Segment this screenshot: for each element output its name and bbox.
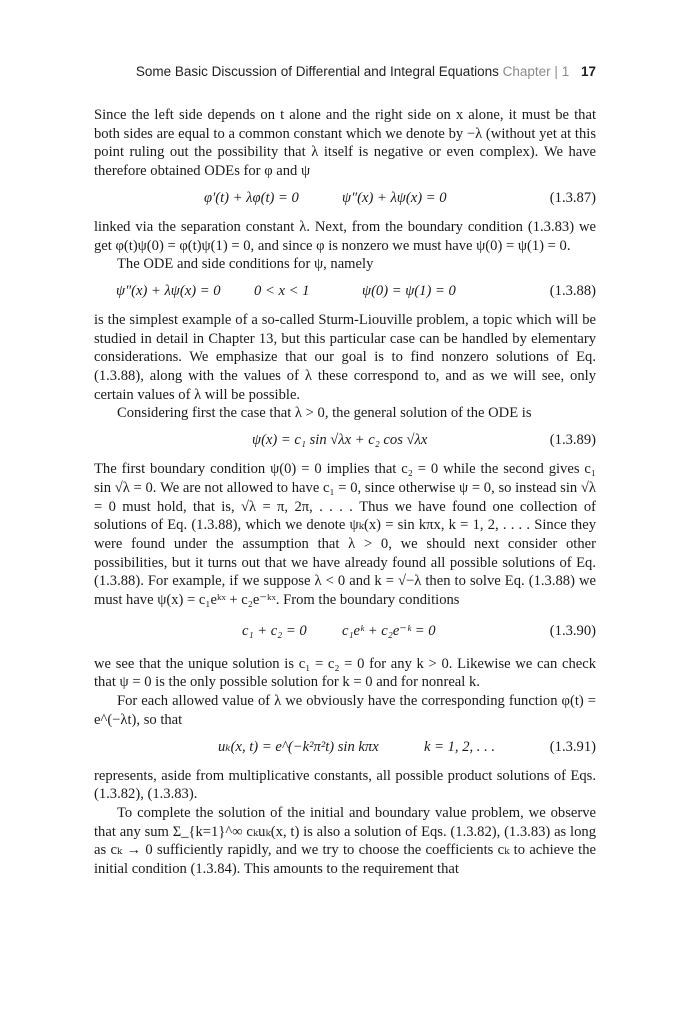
equation-1-3-90 <box>94 622 596 643</box>
header-separator: | <box>554 64 558 79</box>
chapter-label: Chapter <box>502 64 551 79</box>
equation-psi-ode: ψ″(x) + λψ(x) = 0 <box>116 282 221 299</box>
equation-domain: 0 < x < 1 <box>254 282 310 299</box>
running-title: Some Basic Discussion of Differential and Integral Equations <box>135 64 499 79</box>
equation-boundary: ψ(0) = ψ(1) = 0 <box>362 282 456 299</box>
page-number: 17 <box>580 64 596 79</box>
paragraph-separation: Since the left side depends on t alone and the right side on x alone, it must be that both sides are equal to a common constant which we denote by −λ (without yet at this point ruling out the possibility that λ itself is negative or even complex). We have therefore obtained ODEs for φ and ψ <box>94 107 596 180</box>
paragraph-lambda-positive: Considering first the case that λ > 0, the general solution of the ODE is <box>117 405 532 422</box>
paragraph-product-solutions: represents, aside from multiplicative constants, all possible product solutions of Eqs. (1.3.82), (1.3.83). <box>94 767 596 803</box>
equation-1-3-88 <box>94 282 596 303</box>
equation-bc-exp: c₁eᵏ + c₂e⁻ᵏ = 0 <box>342 622 436 639</box>
equation-general-solution: ψ(x) = c₁ sin √λx + c₂ cos √λx <box>252 432 428 449</box>
page-body <box>94 106 596 879</box>
equation-index-range: k = 1, 2, . . . <box>424 738 496 755</box>
equation-number: (1.3.89) <box>549 432 596 449</box>
equation-bc-sum: c₁ + c₂ = 0 <box>242 622 307 639</box>
equation-number: (1.3.87) <box>549 189 596 206</box>
paragraph-side-conditions: The ODE and side conditions for ψ, namely <box>117 256 374 273</box>
equation-1-3-87 <box>94 189 596 210</box>
paragraph-allowed-lambda: For each allowed value of λ we obviously have the corresponding function φ(t) = e^(−λt), so that <box>94 693 596 728</box>
equation-number: (1.3.88) <box>549 282 596 299</box>
paragraph-unique-solution: we see that the unique solution is c₁ = c₂ = 0 for any k > 0. Likewise we can check that ψ = 0 is the only possible solution for k = 0 and for nonreal k. <box>94 655 596 691</box>
chapter-number: 1 <box>561 64 570 79</box>
running-header <box>0 64 596 79</box>
equation-1-3-89 <box>94 431 596 452</box>
paragraph-complete-solution: To complete the solution of the initial and boundary value problem, we observe that any sum Σ_{k=1}^∞ cₖuₖ(x, t) is also a solution of Eqs. (1.3.82), (1.3.83) as long as cₖ → 0 sufficiently rapidly, and we try to choose the coefficients cₖ to achieve the initial condition (1.3.84). This amounts to the requirement that <box>94 804 596 878</box>
equation-number: (1.3.90) <box>549 622 596 639</box>
equation-phi-ode: φ′(t) + λφ(t) = 0 <box>204 189 299 206</box>
equation-psi-ode: ψ″(x) + λψ(x) = 0 <box>342 189 447 206</box>
paragraph-sturm-liouville: is the simplest example of a so-called Sturm-Liouville problem, a topic which will be studied in detail in Chapter 13, but this particular case can be handled by elementary considerations. We emphasize that our goal is to find nonzero solutions of Eq. (1.3.88), along with the values of λ these correspond to, and as we will see, only certain values of λ will be possible. <box>94 311 596 403</box>
equation-product-solution: uₖ(x, t) = e^(−k²π²t) sin kπx <box>218 738 379 755</box>
equation-1-3-91 <box>94 738 596 759</box>
paragraph-boundary: linked via the separation constant λ. Next, from the boundary condition (1.3.83) we get φ(t)ψ(0) = φ(t)ψ(1) = 0, and since φ is nonzero we must have ψ(0) = ψ(1) = 0. <box>94 218 596 254</box>
equation-number: (1.3.91) <box>549 738 596 755</box>
paragraph-boundary-analysis: The first boundary condition ψ(0) = 0 implies that c₂ = 0 while the second gives c₁ sin √λ = 0. We are not allowed to have c₁ = 0, since otherwise ψ = 0, so instead sin √λ = 0 must hold, that is, √λ = π, 2π, . . . . Thus we have found one collection of solutions of Eq. (1.3.88), which we denote ψₖ(x) = sin kπx, k = 1, 2, . . . . Since they were found under the assumption that λ > 0, we should next consider other possibilities, but it turns out that we have already found all possible solutions of Eq. (1.3.88). For example, if we suppose λ < 0 and k = √−λ then to solve Eq. (1.3.88) we must have ψ(x) = c₁eᵏˣ + c₂e⁻ᵏˣ. From the boundary conditions <box>94 461 596 609</box>
